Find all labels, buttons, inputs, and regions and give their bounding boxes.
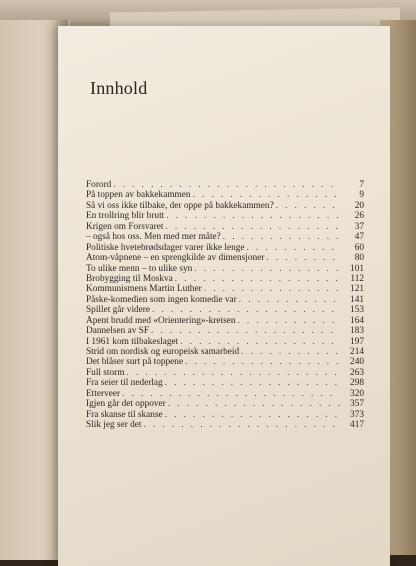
- toc-dot-leader: [127, 368, 341, 378]
- toc-entry: [86, 410, 364, 420]
- toc-dot-leader: [247, 243, 340, 253]
- toc-entry: [86, 190, 364, 200]
- toc-entry-title: Det blåser surt på toppene: [86, 357, 184, 368]
- toc-dot-leader: [122, 389, 340, 399]
- toc-dot-leader: [276, 201, 340, 211]
- toc-entry-title: Fra seier til nederlag: [86, 378, 163, 389]
- toc-entry: [86, 420, 364, 430]
- toc-entry-page: 417: [350, 420, 364, 431]
- toc-entry-page: 153: [350, 305, 364, 316]
- toc-entry-page: 141: [350, 294, 364, 305]
- toc-entry: [86, 295, 364, 305]
- toc-entry: [86, 264, 364, 274]
- toc-entry-page: 214: [350, 347, 364, 357]
- toc-dot-leader: [239, 295, 340, 305]
- toc-dot-leader: [165, 410, 340, 420]
- toc-entry: [86, 326, 364, 336]
- toc-entry-title: Åpent brudd med «Orientering»-kretsen: [86, 315, 236, 326]
- toc-dot-leader: [266, 253, 340, 263]
- table-of-contents: [86, 180, 364, 431]
- toc-entry-page: 20: [354, 200, 364, 211]
- toc-dot-leader: [175, 274, 340, 284]
- toc-dot-leader: [193, 190, 340, 200]
- toc-dot-leader: [194, 264, 340, 274]
- toc-entry-title: Brobygging til Moskva: [86, 273, 173, 284]
- toc-entry: [86, 201, 364, 211]
- toc-entry-page: 263: [350, 367, 364, 378]
- toc-entry-title: Strid om nordisk og europeisk samarbeid: [86, 347, 240, 357]
- toc-entry-page: 9: [359, 190, 364, 201]
- toc-dot-leader: [152, 305, 340, 315]
- toc-entry-page: 373: [350, 409, 364, 420]
- toc-entry: [86, 378, 364, 388]
- toc-entry-page: 80: [354, 253, 364, 264]
- toc-entry-page: 183: [350, 326, 364, 337]
- toc-entry-page: 37: [354, 221, 364, 232]
- toc-entry-title: Spillet går videre: [86, 305, 151, 316]
- toc-dot-leader: [144, 420, 340, 430]
- toc-dot-leader: [151, 326, 340, 336]
- toc-dot-leader: [204, 284, 340, 294]
- toc-entry: [86, 180, 364, 190]
- toc-entry: [86, 399, 364, 409]
- toc-entry: [86, 222, 364, 232]
- toc-entry-title: Forord: [86, 180, 112, 190]
- toc-entry-title: Kommunismens Martin Luther: [86, 284, 202, 295]
- toc-entry-page: 320: [350, 388, 364, 399]
- toc-entry-page: 47: [354, 232, 364, 243]
- toc-entry: [86, 337, 364, 347]
- toc-entry: [86, 357, 364, 367]
- toc-dot-leader: [185, 357, 340, 367]
- toc-entry: [86, 305, 364, 315]
- toc-entry-page: 7: [359, 180, 364, 190]
- toc-entry-title: – også hos oss. Men med mer måte?: [86, 232, 221, 243]
- toc-entry: [86, 368, 364, 378]
- toc-entry-title: Så vi oss ikke tilbake, der oppe på bakkekammen?: [86, 200, 274, 211]
- toc-entry: [86, 347, 364, 357]
- toc-entry-page: 357: [350, 399, 364, 410]
- toc-dot-leader: [168, 399, 340, 409]
- toc-dot-leader: [223, 232, 340, 242]
- toc-entry-title: På toppen av bakkekammen: [86, 190, 191, 201]
- toc-entry-page: 121: [350, 284, 364, 295]
- toc-entry-page: 101: [350, 263, 364, 274]
- toc-entry: [86, 232, 364, 242]
- toc-entry-page: 60: [354, 242, 364, 253]
- toc-entry-title: Krigen om Forsvaret: [86, 221, 164, 232]
- toc-entry-title: Atom-våpnene – en sprengkilde av dimensjoner: [86, 253, 265, 264]
- toc-entry-title: Fra skanse til skanse: [86, 409, 163, 420]
- toc-entry: [86, 274, 364, 284]
- toc-entry-title: Dannelsen av SF: [86, 326, 150, 337]
- toc-entry-page: 164: [350, 315, 364, 326]
- toc-entry-title: I 1961 kom tilbakeslaget: [86, 336, 179, 347]
- toc-entry-title: Etterveer: [86, 388, 121, 399]
- toc-entry-page: 197: [350, 336, 364, 347]
- toc-dot-leader: [237, 316, 340, 326]
- book-page: [58, 26, 390, 566]
- toc-entry-title: En trollring blir brutt: [86, 211, 165, 222]
- toc-entry-title: Slik jeg ser det: [86, 420, 142, 431]
- toc-dot-leader: [165, 222, 340, 232]
- toc-entry-page: 112: [350, 273, 364, 284]
- toc-dot-leader: [113, 180, 340, 190]
- page-title: Innhold: [90, 78, 148, 98]
- toc-entry: [86, 316, 364, 326]
- toc-entry: [86, 243, 364, 253]
- toc-dot-leader: [241, 347, 340, 357]
- toc-entry-title: To ulike menn – to ulike syn: [86, 263, 193, 274]
- toc-dot-leader: [180, 337, 340, 347]
- toc-dot-leader: [166, 211, 340, 221]
- toc-entry-title: Påske-komedien som ingen komedie var: [86, 294, 237, 305]
- toc-entry: [86, 253, 364, 263]
- toc-entry: [86, 389, 364, 399]
- toc-entry-title: Full storm: [86, 367, 125, 378]
- toc-entry-page: 26: [354, 211, 364, 222]
- toc-entry: [86, 284, 364, 294]
- toc-entry-page: 240: [350, 357, 364, 368]
- toc-dot-leader: [165, 378, 340, 388]
- toc-entry-title: Politiske hvetebrødsdager varer ikke lenge: [86, 242, 245, 253]
- toc-entry-title: Igjen går det oppover: [86, 399, 166, 410]
- toc-entry-page: 298: [350, 378, 364, 389]
- toc-entry: [86, 211, 364, 221]
